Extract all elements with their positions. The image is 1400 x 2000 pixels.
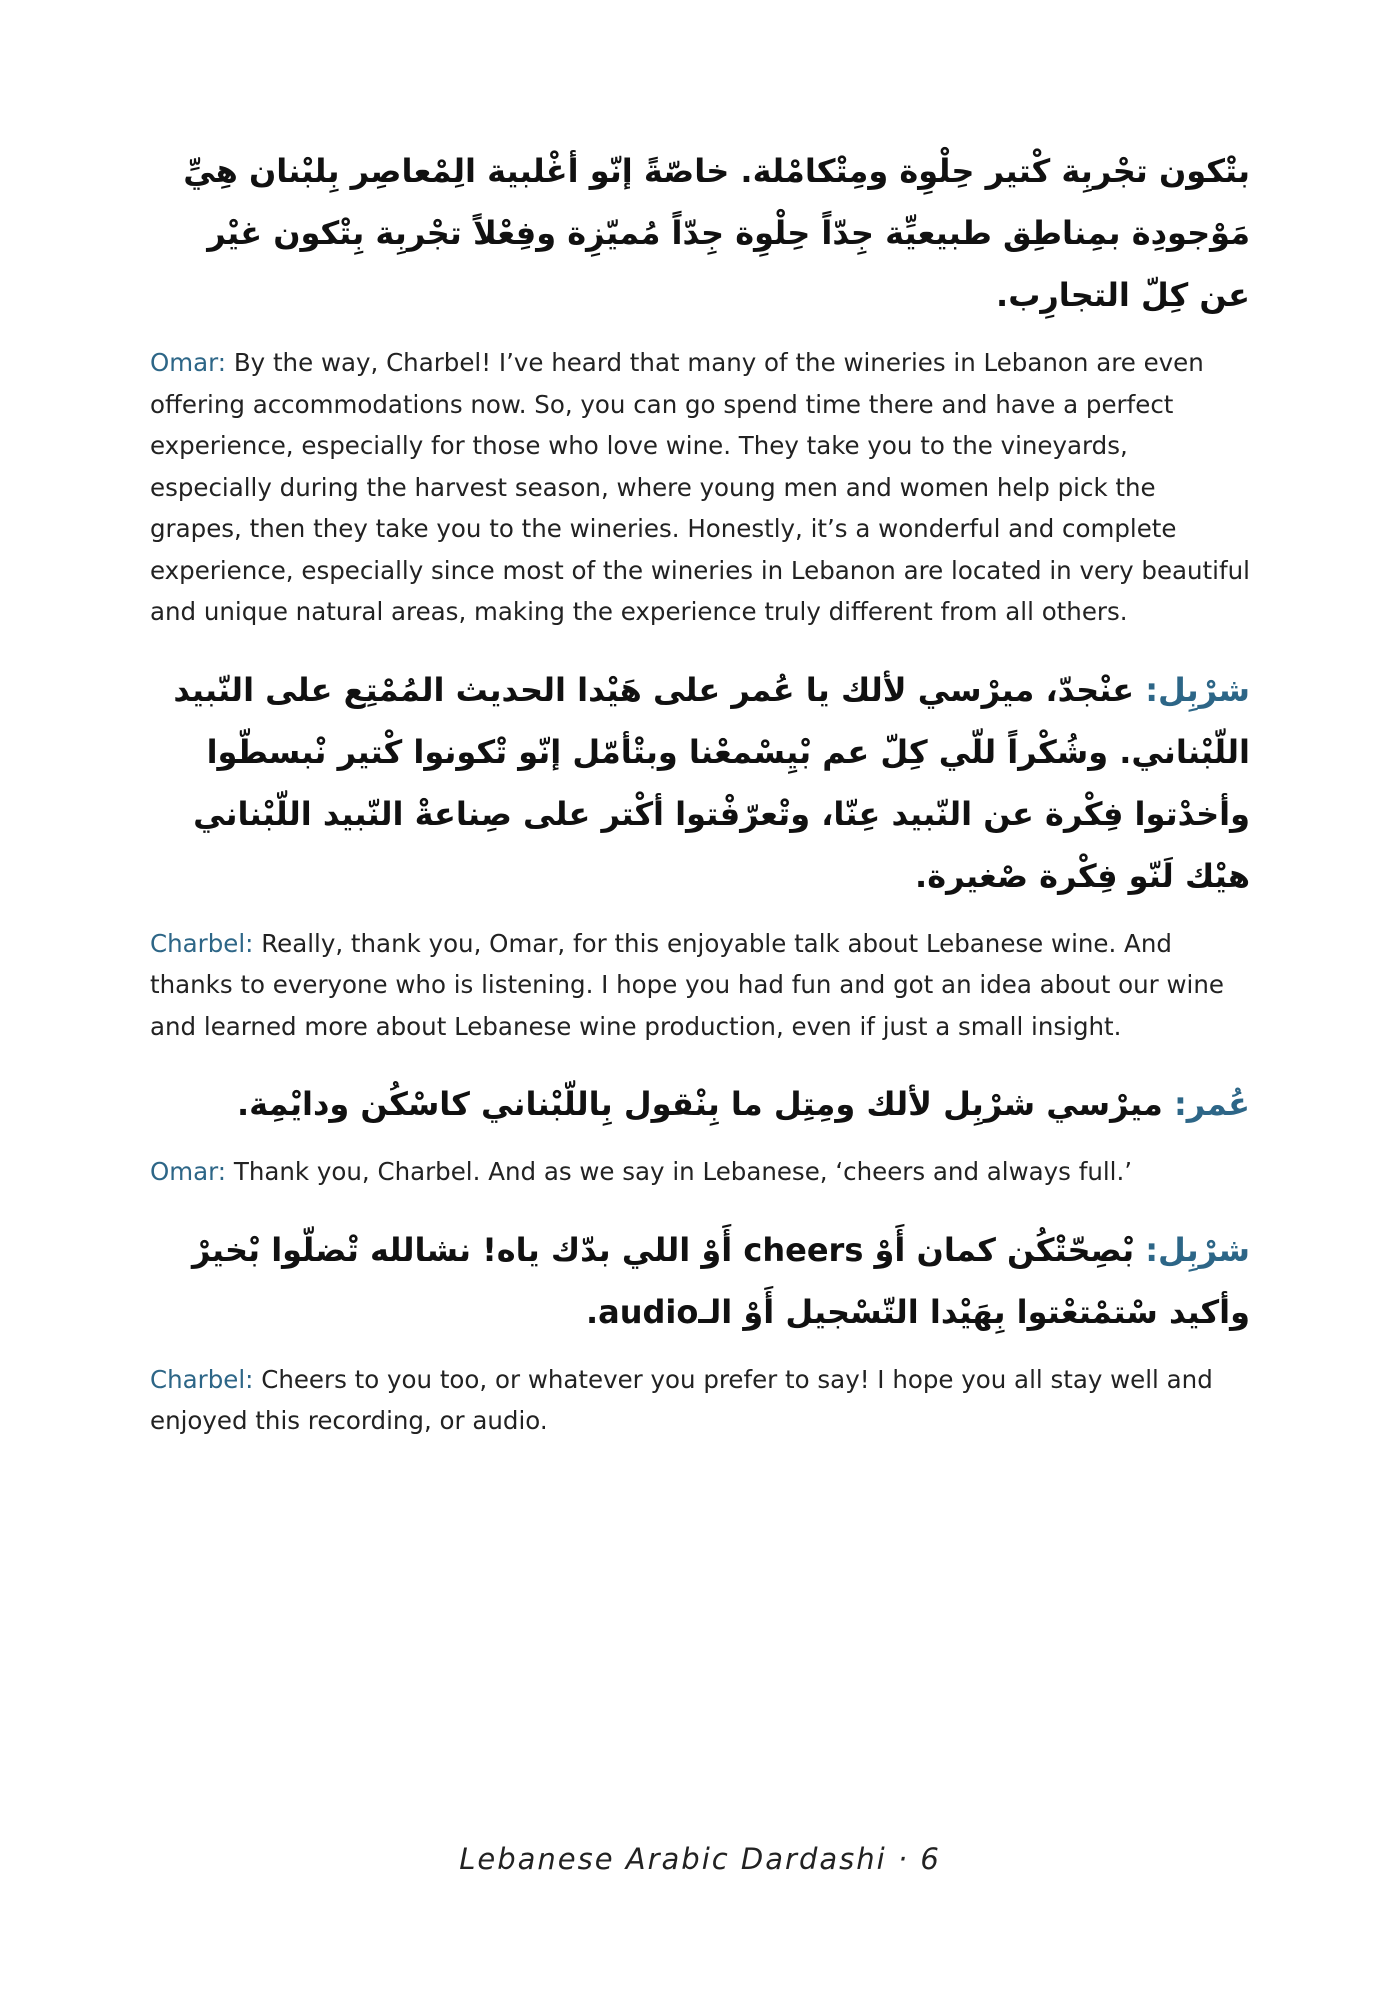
arabic-paragraph xyxy=(150,140,1250,326)
arabic-paragraph xyxy=(150,659,1250,907)
arabic-text: بْصِحّتْكُن كمان أَوْ cheers أَوْ اللي بدّك ياه! نشالله تْضلّوا بْخيرْ وأكيد سْتمْتعْتوا بِهَيْدا التّسْجيل أَوْ الـaudio. xyxy=(192,1230,1250,1331)
page-footer: Lebanese Arabic Dardashi · 6 xyxy=(459,1842,941,1876)
arabic-paragraph xyxy=(150,1073,1250,1135)
arabic-text: عنْجدّ، ميرْسي لألك يا عُمر على هَيْدا الحديث المُمْتِع على النّبيد اللّبْناني. وشُكْراً للّي كِلّ عم بْيِسْمعْنا وبتْأمّل إنّو تْكونوا كْتير نْبسطّوا وأخدْتوا فِكْرة عن النّبيد عِنّا، وتْعرّفْتوا أكْتر على صِناعةْ النّبيد اللّبْناني هيْك لَنّو فِكْرة صْغيرة. xyxy=(173,670,1250,895)
page-content xyxy=(150,140,1250,1468)
english-text: Really, thank you, Omar, for this enjoyable talk about Lebanese wine. And thanks to everyone who is listening. I hope you had fun and got an idea about our wine and learned more about Lebanese wine production, even if just a small insight. xyxy=(150,928,1224,1041)
speaker-label: شرْبِل: xyxy=(1145,670,1250,709)
english-paragraph xyxy=(150,1359,1250,1442)
arabic-text: بتْكون تجْربِة كْتير حِلْوِة ومِتْكامْلة. خاصّةً إنّو أغْلبية الِمْعاصِر بِلبْنان هِيِّ مَوْجودِة بمِناطِق طبيعيِّة جِدّاً حِلْوِة جِدّاً مُميّزِة وفِعْلاً تجْربِة بِتْكون غيْر عن كِلّ التجارِب. xyxy=(183,152,1250,314)
arabic-text: ميرْسي شرْبِل لألك ومِتِل ما بِنْقول بِاللّبْناني كاسْكُن ودايْمِة. xyxy=(236,1085,1163,1123)
english-text: By the way, Charbel! I’ve heard that many of the wineries in Lebanon are even offering accommodations now. So, you can go spend time there and have a perfect experience, especially for those who love wine. They take you to the vineyards, especially during the harvest season, where young men and women help pick the grapes, then they take you to the wineries. Honestly, it’s a wonderful and complete experience, especially since most of the wineries in Lebanon are located in very beautiful and unique natural areas, making the experience truly different from all others. xyxy=(150,348,1250,626)
speaker-label: شرْبِل: xyxy=(1145,1230,1250,1269)
speaker-label: Charbel: xyxy=(150,1364,254,1394)
speaker-label: Omar: xyxy=(150,1157,227,1186)
speaker-label: Omar: xyxy=(150,348,227,377)
speaker-label: عُمر: xyxy=(1173,1085,1250,1123)
english-paragraph xyxy=(150,1151,1250,1193)
english-paragraph xyxy=(150,342,1250,633)
english-paragraph xyxy=(150,923,1250,1048)
english-text: Cheers to you too, or whatever you prefer to say! I hope you all stay well and enjoyed this recording, or audio. xyxy=(150,1364,1213,1435)
arabic-paragraph xyxy=(150,1219,1250,1343)
english-text: Thank you, Charbel. And as we say in Lebanese, ‘cheers and always full.’ xyxy=(233,1157,1133,1186)
speaker-label: Charbel: xyxy=(150,928,254,958)
